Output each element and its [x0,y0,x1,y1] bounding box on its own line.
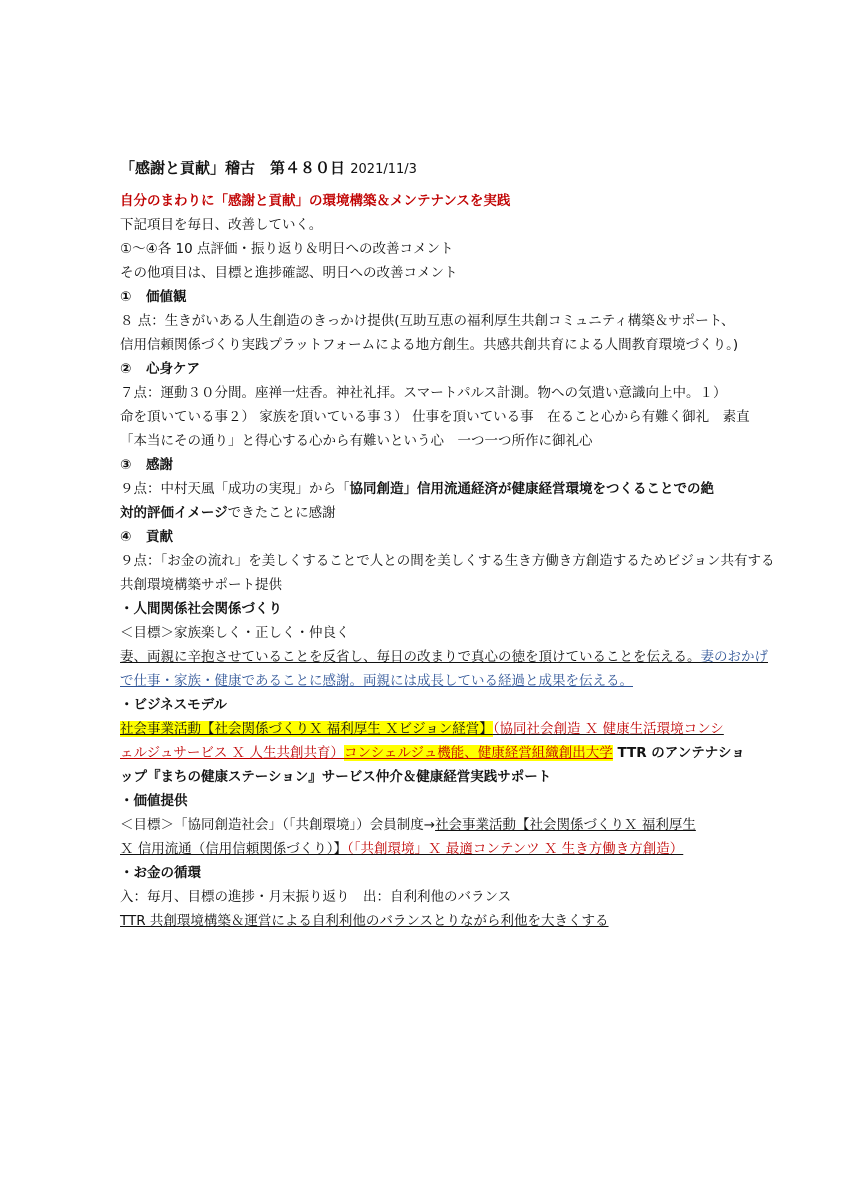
document-body [120,155,775,933]
money-line-1: 入：毎月、目標の進捗・月末振り返り 出：自利利他のバランス [120,889,512,905]
section-number: ④ [120,529,132,545]
business-red-text: （協同社会創造 Ｘ 健康生活環境コンシ [492,721,724,737]
contribution-line-1: ９点：「お金の流れ」を美しくすることで人との間を美しくする生き方働き方創造するためビジョン共有する [120,553,775,569]
subtitle: 自分のまわりに「感謝と貢献」の環境構築＆メンテナンスを実践 [120,193,511,209]
section-heading-money: ・お金の循環 [120,865,201,881]
date-text: 2021/11/3 [350,162,417,177]
section-number: ② [120,361,132,377]
section-heading-gratitude [120,453,740,477]
contribution-line-2: 共創環境構築サポート提供 [120,577,282,593]
business-line-3: ップ『まちの健康ステーション』サービス仲介＆健康経営実践サポート [120,769,552,785]
relations-goal: ＜目標＞家族楽しく・正しく・仲良く [120,625,350,641]
money-line-2: TTR 共創環境構築＆運営による自利利他のバランスとりながら利他を大きくする [120,913,609,929]
intro-line-2: ①～④各 10 点評価・振り返り＆明日への改善コメント [120,241,454,257]
value-red-text: （「共創環境」Ｘ 最適コンテンツ Ｘ 生き方働き方創造） [347,841,684,857]
intro-line-1: 下記項目を毎日、改善していく。 [120,217,323,233]
business-red-text-2: ェルジュサービス Ｘ 人生共創共育） [120,745,344,761]
relations-text: 妻、両親に辛抱させていることを反省し、毎日の改まりで真心の徳を頂けていることを伝える。 [120,649,701,665]
section-title: 貢献 [146,529,173,545]
gratitude-line-1 [120,477,740,501]
relations-line-1 [120,645,768,669]
business-highlight: 社会事業活動【社会関係づくりＸ 福利厚生 Ｘビジョン経営】 [120,721,493,737]
title-text: 「感謝と貢献」稽古 第４８０日 [120,159,346,177]
business-highlight-2: コンシェルジュ機能、健康経営組織創出大学 [343,745,613,761]
section-number: ③ [120,457,132,473]
relations-line-2: で仕事・家族・健康であることに感謝。両親には成長している経過と成果を伝える。 [120,673,633,689]
gratitude-text: ９点：中村天風「成功の実現」から「 [120,481,350,497]
relations-blue-text: 妻のおかげ [700,649,768,665]
page-title [120,155,740,183]
business-line-2 [120,741,745,765]
section-title: 価値観 [146,289,187,305]
gratitude-emphasis-2: 」信用流通経済が健康経営環境をつくることでの絶 [403,481,714,497]
business-line-1 [120,717,740,741]
gratitude-emphasis-3: 対的評価イメージ [120,505,228,521]
business-bold-text: TTR のアンテナショ [612,745,745,761]
section-heading-mind-body [120,357,740,381]
value-text-2: Ｘ 信用流通（信用信頼関係づくり）】 [120,841,348,857]
section-heading-business: ・ビジネスモデル [120,697,227,713]
values-line-2: 信用信頼関係づくり実践プラットフォームによる地方創生。共感共創共育による人間教育環境づくり。) [120,337,739,353]
section-heading-contribution [120,525,740,549]
values-line-1: ８ 点：生きがいある人生創造のきっかけ提供(互助互恵の福利厚生共創コミュニティ構築＆サポート、 [120,313,735,329]
section-heading-value: ・価値提供 [120,793,188,809]
mind-body-line-3: 「本当にその通り」と得心する心から有難いという心 一つ一つ所作に御礼心 [120,433,593,449]
section-heading-values [120,285,740,309]
mind-body-line-1: ７点：運動３０分間。座禅一炷香。神社礼拝。スマートパルス計測。物への気遣い意識向上中。１） [120,385,727,401]
value-line-1 [120,813,740,837]
gratitude-line-2 [120,501,740,525]
value-line-2 [120,837,740,861]
gratitude-text-2: できたことに感謝 [227,505,336,521]
section-title: 感謝 [146,457,173,473]
intro-line-3: その他項目は、目標と進捗確認、明日への改善コメント [120,265,458,281]
gratitude-emphasis: 協同創造 [349,481,404,497]
mind-body-line-2: 命を頂いている事２） 家族を頂いている事３） 仕事を頂いている事 在ること心から有難く御礼 素直 [120,409,750,425]
section-title: 心身ケア [146,361,200,377]
section-heading-relations: ・人間関係社会関係づくり [120,601,282,617]
value-text: ＜目標＞「協同創造社会」（「共創環境」）会員制度→ [120,817,436,833]
value-underlined: 社会事業活動【社会関係づくりＸ 福利厚生 [435,817,696,833]
section-number: ① [120,289,132,305]
